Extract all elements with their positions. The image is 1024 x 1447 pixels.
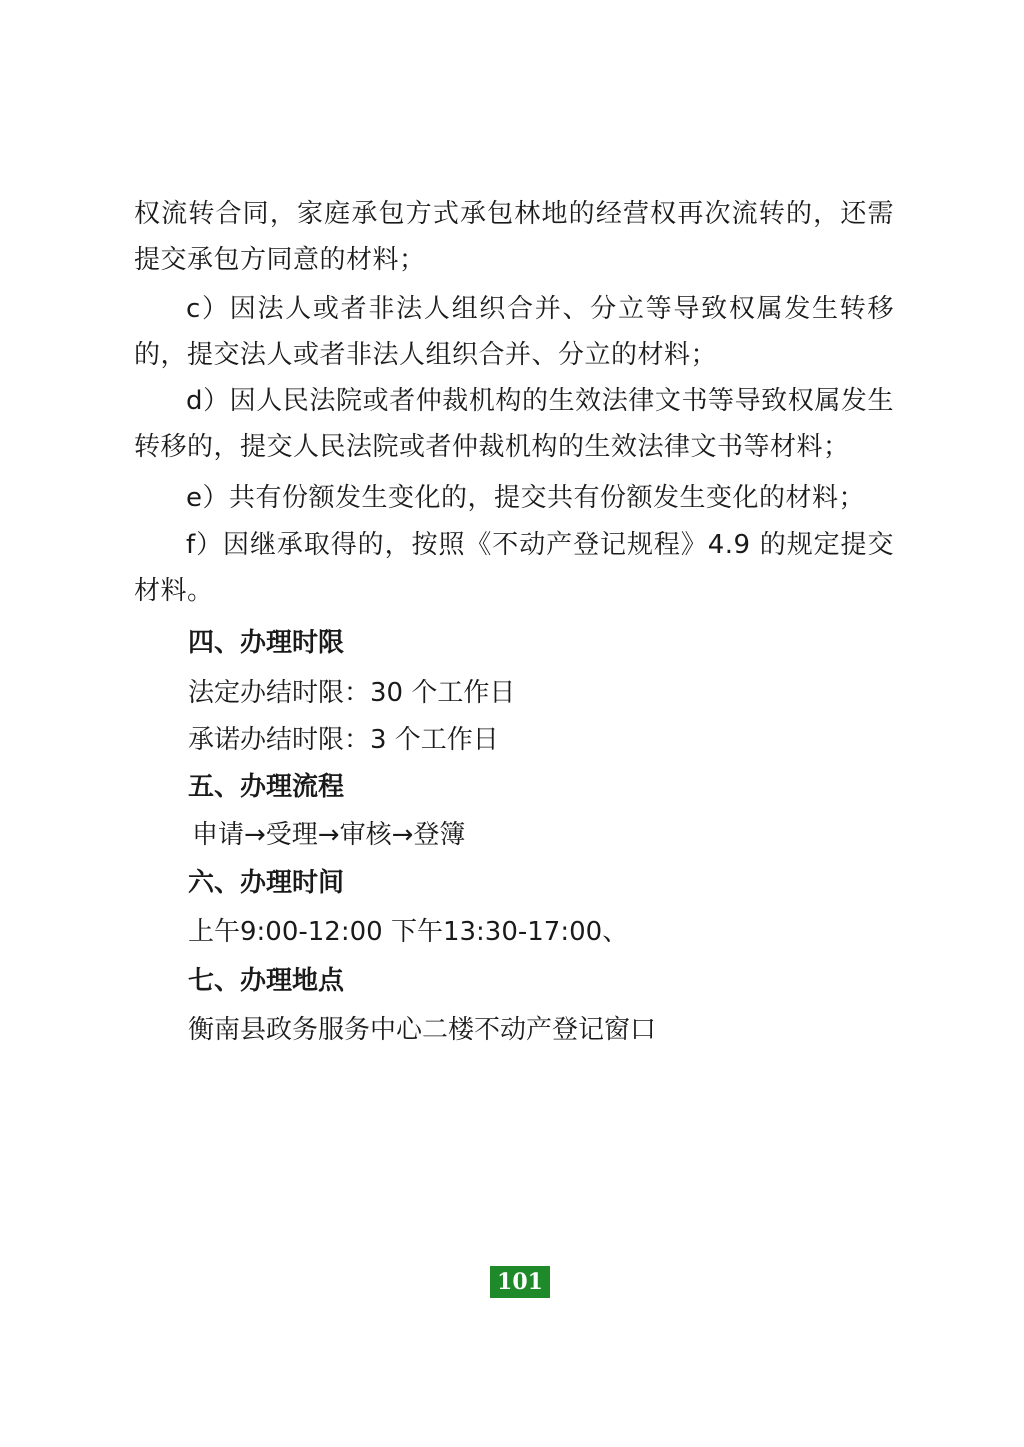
office-location: 衡南县政务服务中心二楼不动产登记窗口 bbox=[188, 1015, 657, 1045]
heading-time-limit: 四、办理时限 bbox=[188, 628, 345, 658]
office-hours: 上午9:00-12:00 下午13:30-17:00、 bbox=[188, 917, 629, 947]
heading-hours: 六、办理时间 bbox=[188, 868, 345, 898]
paragraph-item-c: c）因法人或者非法人组织合并、分立等导致权属发生转移的，提交法人或者非法人组织合并、分立的材料； bbox=[134, 294, 894, 370]
heading-process: 五、办理流程 bbox=[188, 772, 345, 802]
heading-location: 七、办理地点 bbox=[188, 966, 345, 996]
page-number-badge: 101 bbox=[490, 1266, 550, 1298]
paragraph-item-d: d）因人民法院或者仲裁机构的生效法律文书等导致权属发生转移的，提交人民法院或者仲裁机构的生效法律文书等材料； bbox=[134, 386, 894, 462]
legal-time-limit: 法定办结时限：30 个工作日 bbox=[188, 678, 516, 708]
process-flow: 申请→受理→审核→登簿 bbox=[192, 820, 466, 850]
paragraph-continuation: 权流转合同，家庭承包方式承包林地的经营权再次流转的，还需提交承包方同意的材料； bbox=[134, 199, 894, 275]
paragraph-item-e: e）共有份额发生变化的，提交共有份额发生变化的材料； bbox=[186, 483, 865, 513]
promised-time-limit: 承诺办结时限：3 个工作日 bbox=[188, 725, 499, 755]
paragraph-item-f: f）因继承取得的，按照《不动产登记规程》4.9 的规定提交材料。 bbox=[134, 530, 894, 606]
